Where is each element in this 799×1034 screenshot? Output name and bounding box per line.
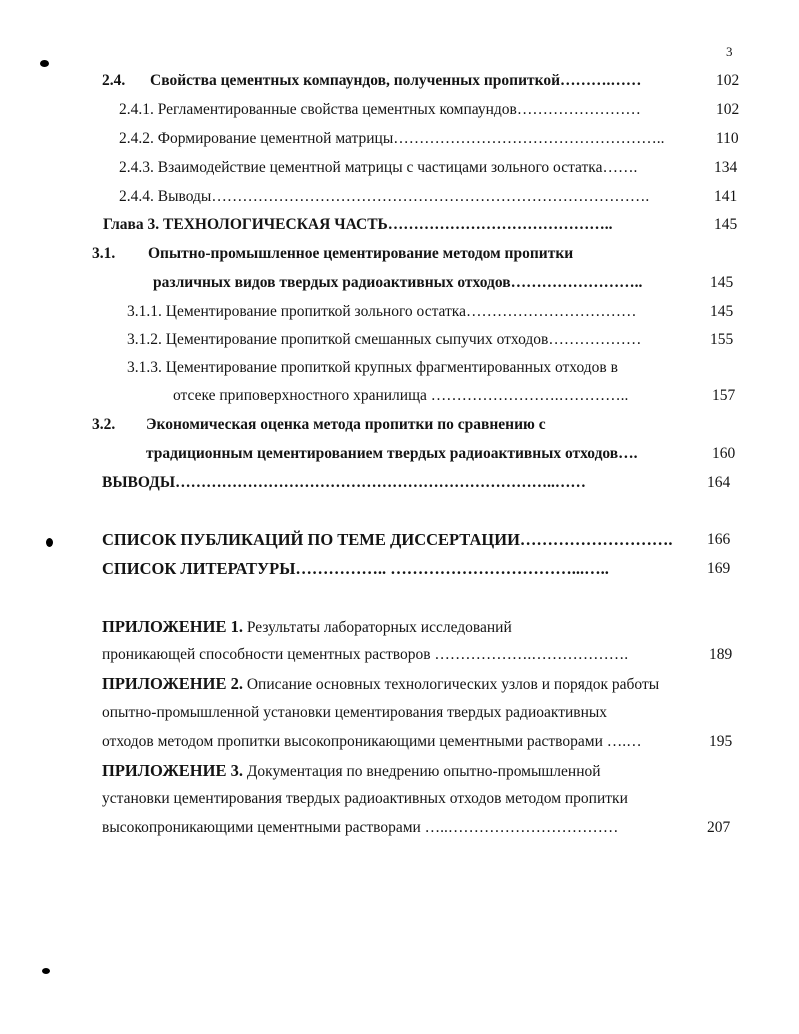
toc-2-4-label: 2.4. [102,72,126,89]
toc-2-4-3-page: 134 [714,159,738,176]
appendix-3-title: Документация по внедрению опытно-промышленной [242,763,601,780]
toc-2-4-3: 2.4.3. Взаимодействие цементной матрицы с частицами зольного остатка……. [119,159,638,176]
toc-3-2-title-line1: Экономическая оценка метода пропитки по сравнению с [146,416,546,433]
toc-2-4-2-page: 110 [716,130,739,147]
toc-appendix-3-line1 [102,761,601,782]
toc-2-4-2: 2.4.2. Формирование цементной матрицы…………………………………………….. [119,130,665,147]
toc-3-2-title-line2: традиционным цементированием твердых радиоактивных отходов…. [146,445,638,462]
toc-appendix-2-line1 [102,674,659,695]
toc-appendix-2-line2: опытно-промышленной установки цементирования твердых радиоактивных [102,704,608,721]
toc-2-4-1-page: 102 [716,101,740,118]
toc-conclusions: ВЫВОДЫ………………………………………………………………..…… [102,474,586,491]
toc-3-1-1-page: 145 [710,303,734,320]
toc-appendix-2-line3: отходов методом пропитки высокопроникающими цементными растворами ….… [102,733,642,750]
toc-appendix-1-page: 189 [709,646,733,663]
scan-speck [40,60,49,67]
toc-3-2-page: 160 [712,445,736,462]
toc-2-4-4-page: 141 [714,188,738,205]
toc-appendix-3-line2: установки цементирования твердых радиоактивных отходов методом пропитки [102,790,628,807]
appendix-3-label: ПРИЛОЖЕНИЕ 3. [102,761,243,780]
appendix-1-label: ПРИЛОЖЕНИЕ 1. [102,617,243,636]
toc-2-4-page: 102 [716,72,740,89]
toc-3-1-2-page: 155 [710,331,734,348]
toc-literature-page: 169 [707,560,731,577]
toc-2-4-title: Свойства цементных компаундов, полученных пропиткой……….…… [150,72,642,89]
toc-3-1-1: 3.1.1. Цементирование пропиткой зольного остатка…………………………… [127,303,637,320]
toc-2-4-1: 2.4.1. Регламентированные свойства цементных компаундов…………………… [119,101,641,118]
toc-3-1-2: 3.1.2. Цементирование пропиткой смешанных сыпучих отходов……………… [127,331,642,348]
appendix-2-title: Описание основных технологических узлов и порядок работы [242,676,660,693]
toc-3-1-title-line1: Опытно-промышленное цементирование методом пропитки [148,245,574,262]
toc-3-1-3-line2: отсеке приповерхностного хранилища …………………….………….. [173,387,629,404]
toc-3-1-3-line1: 3.1.3. Цементирование пропиткой крупных фрагментированных отходов в [127,359,618,376]
appendix-2-label: ПРИЛОЖЕНИЕ 2. [102,674,243,693]
page-number: 3 [726,44,733,59]
toc-appendix-1-line2: проникающей способности цементных растворов ……………….………………. [102,646,629,663]
toc-3-1-page: 145 [710,274,734,291]
appendix-1-title: Результаты лабораторных исследований [242,619,512,636]
toc-3-1-title-line2: различных видов твердых радиоактивных отходов…………………….. [153,274,643,291]
toc-chapter-3: Глава 3. ТЕХНОЛОГИЧЕСКАЯ ЧАСТЬ…………………………………….. [103,216,613,233]
toc-2-4-4: 2.4.4. Выводы…………………………………………………………………………. [119,188,650,205]
toc-appendix-2-page: 195 [709,733,733,750]
toc-appendix-3-line3: высокопроникающими цементными растворами …..…………………………… [102,819,619,836]
scan-speck [46,538,53,547]
toc-publications-page: 166 [707,531,731,548]
toc-appendix-1-line1 [102,617,512,638]
toc-3-1-label: 3.1. [92,245,116,262]
toc-publications: СПИСОК ПУБЛИКАЦИЙ ПО ТЕМЕ ДИССЕРТАЦИИ………………………. [102,530,673,549]
toc-3-1-3-page: 157 [712,387,736,404]
toc-conclusions-page: 164 [707,474,731,491]
toc-appendix-3-page: 207 [707,819,731,836]
toc-literature: СПИСОК ЛИТЕРАТУРЫ…………….. ……………………………...….. [102,559,609,578]
scan-speck [42,968,50,974]
toc-chapter-3-page: 145 [714,216,738,233]
toc-3-2-label: 3.2. [92,416,116,433]
